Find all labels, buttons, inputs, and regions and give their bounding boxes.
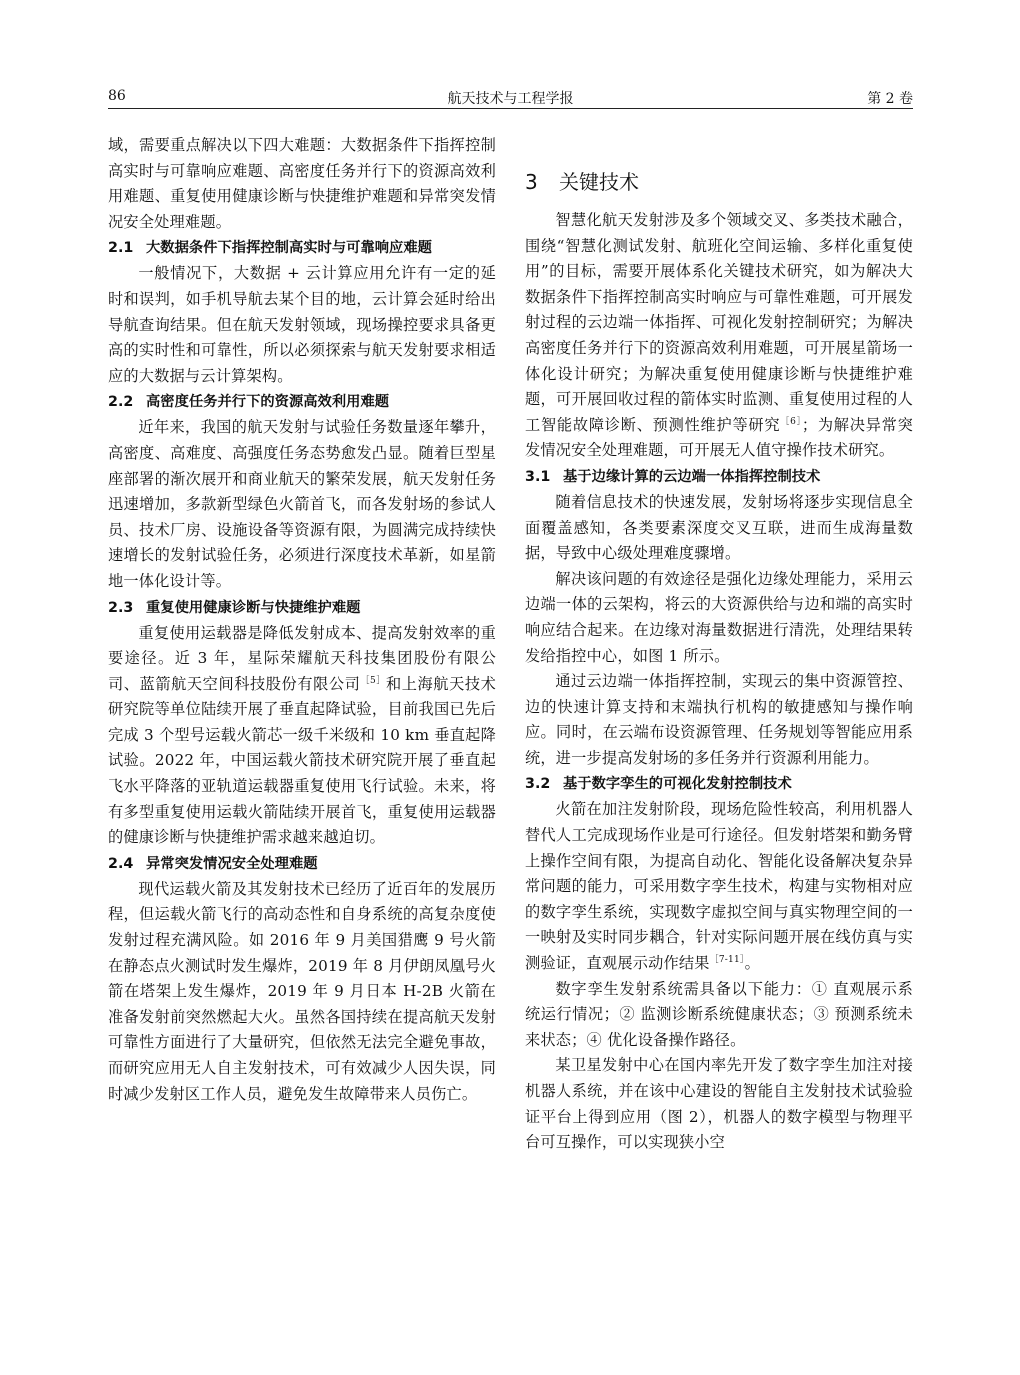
paragraph: 数字孪生发射系统需具备以下能力：① 直观展示系统运行情况；② 监测诊断系统健康状态；③ 预测系统未来状态；④ 优化设备操作路径。 [525,979,913,1049]
paragraph: 近年来，我国的航天发射与试验任务数量逐年攀升，高密度、高难度、高强度任务态势愈发凸显。随着巨型星座部署的渐次展开和商业航天的繁荣发展，航天发射任务迅速增加，多款新型绿色火箭首飞，而各发射场的参试人员、技术厂房、设施设备等资源有限，为圆满完成持续快速增长的发射试验任务，必须进行深度技术革新，如星箭地一体化设计等。 [108,418,496,590]
citation-ref: ［6］ [780,416,802,427]
volume-label: 第 2 卷 [867,91,913,107]
citation-ref: ［7-11］ [709,955,745,966]
paragraph: 随着信息技术的快速发展，发射场将逐步实现信息全面覆盖感知，各类要素深度交叉互联，进而生成海量数据，导致中心级处理难度骤增。 [525,492,913,563]
section-number: 2.4 [108,855,134,872]
paragraph-text: 智慧化航天发射涉及多个领域交叉、多类技术融合，围绕“智慧化测试发射、航班化空间运输、多样化重复使用”的目标，需要开展体系化关键技术研究，如为解决大数据条件下指挥控制高实时响应与可靠性难题，可开展发射过程的云边端一体指挥、可视化发射控制研究；为解决高密度任务并行下的资源高效利用难题，可开展星箭场一体化设计研究；为解决重复使用健康诊断与快捷维护难题，可开展回收过程的箭体实时监测、重复使用过程的人工智能故障诊断、预测性维护等研究 [525,211,913,434]
section-number: 3 [525,170,538,194]
section-heading-2-4 [108,851,496,877]
section-heading-2-3 [108,595,496,621]
section-heading-3-2 [525,771,913,797]
section-title: 基于数字孪生的可视化发射控制技术 [563,776,792,793]
right-column [525,162,913,1156]
section-title: 重复使用健康诊断与快捷维护难题 [146,599,361,616]
section-heading-3 [525,162,913,202]
paragraph-text: ；为解决异常突发情况安全处理难题，可开展无人值守操作技术研究。 [525,415,914,460]
intro-paragraph: 域，需要重点解决以下四大难题：大数据条件下指挥控制高实时与可靠响应难题、高密度任务并行下的资源高效利用难题、重复使用健康诊断与快捷维护难题和异常突发情况安全处理难题。 [108,136,496,231]
section-number: 2.2 [108,394,134,411]
section-heading-2-2 [108,389,496,415]
section-number: 2.1 [108,240,134,257]
section-title: 异常突发情况安全处理难题 [146,855,318,872]
paragraph [525,208,913,464]
paragraph: 解决该问题的有效途径是强化边缘处理能力，采用云边端一体的云架构，将云的大资源供给与边和端的高实时响应结合起来。在边缘对海量数据进行清洗，处理结果转发给指控中心，如图 1 所示。 [525,569,913,665]
left-column [108,133,496,1107]
section-title: 大数据条件下指挥控制高实时与可靠响应难题 [146,240,432,257]
page-number: 86 [108,88,126,104]
paragraph: 某卫星发射中心在国内率先开发了数字孪生加注对接机器人系统，并在该中心建设的智能自主发射技术试验验证平台上得到应用（图 2），机器人的数字模型与物理平台可互操作，可以实现狭小空 [525,1056,913,1152]
section-number: 3.2 [525,776,551,793]
paragraph: 一般情况下，大数据 + 云计算应用允许有一定的延时和误判，如手机导航去某个目的地，云计算会延时给出导航查询结果。但在航天发射领域，现场操控要求具备更高的实时性和可靠性，所以必须探索与航天发射要求相适应的大数据与云计算架构。 [108,264,496,385]
section-title: 高密度任务并行下的资源高效利用难题 [146,394,390,411]
section-number: 2.3 [108,599,134,616]
journal-title: 航天技术与工程学报 [447,91,574,107]
section-number: 3.1 [525,468,551,485]
paragraph-text: 和上海航天技术研究院等单位陆续开展了垂直起降试验，目前我国已先后完成 3 个型号运载火箭芯一级千米级和 10 km 垂直起降试验。2022 年，中国运载火箭技术研究院开展了垂直起飞水平降落的亚轨道运载器重复使用飞行试验。未来，将有多型重复使用运载火箭陆续开展首飞，重复使用运载器的健康诊断与快捷维护需求越来越迫切。 [108,674,497,847]
section-title: 基于边缘计算的云边端一体指挥控制技术 [563,468,821,485]
section-heading-2-1 [108,235,496,261]
paragraph [108,621,496,851]
citation-ref: ［5］ [360,675,386,686]
section-heading-3-1 [525,464,913,490]
paragraph: 通过云边端一体指挥控制，实现云的集中资源管控、边的快速计算支持和末端执行机构的敏捷感知与操作响应。同时，在云端布设资源管理、任务规划等智能应用系统，进一步提高发射场的多任务并行资源利用能力。 [525,672,913,767]
paragraph: 现代运载火箭及其发射技术已经历了近百年的发展历程，但运载火箭飞行的高动态性和自身系统的高复杂度使发射过程充满风险。如 2016 年 9 月美国猎鹰 9 号火箭在静态点火测试时发生爆炸，2019 年 8 月伊朗凤凰号火箭在塔架上发生爆炸，2019 年 9 月日本 H-2B 火箭在准备发射前突然燃起大火。虽然各国持续在提高航天发射可靠性方面进行了大量研究，但依然无法完全避免事故，而研究应用无人自主发射技术，可有效减少人因失误，同时减少发射区工作人员，避免发生故障带来人员伤亡。 [108,879,496,1103]
running-header [108,86,913,109]
paragraph-text: 重复使用运载器是降低发射成本、提高发射效率的重要途径。近 3 年，星际荣耀航天科技集团股份有限公司、蓝箭航天空间科技股份有限公司 [108,623,496,693]
paragraph-text: 火箭在加注发射阶段，现场危险性较高，利用机器人替代人工完成现场作业是可行途径。但发射塔架和勤务臂上操作空间有限，为提高自动化、智能化设备解决复杂异常问题的能力，可采用数字孪生技术，构建与实物相对应的数字孪生系统，实现数字虚拟空间与真实物理空间的一一映射及实时同步耦合，针对实际问题开展在线仿真与实测验证，直观展示动作结果 [525,800,913,973]
paragraph [525,797,913,976]
section-title: 关键技术 [559,170,639,194]
paragraph-text: 。 [744,954,760,973]
